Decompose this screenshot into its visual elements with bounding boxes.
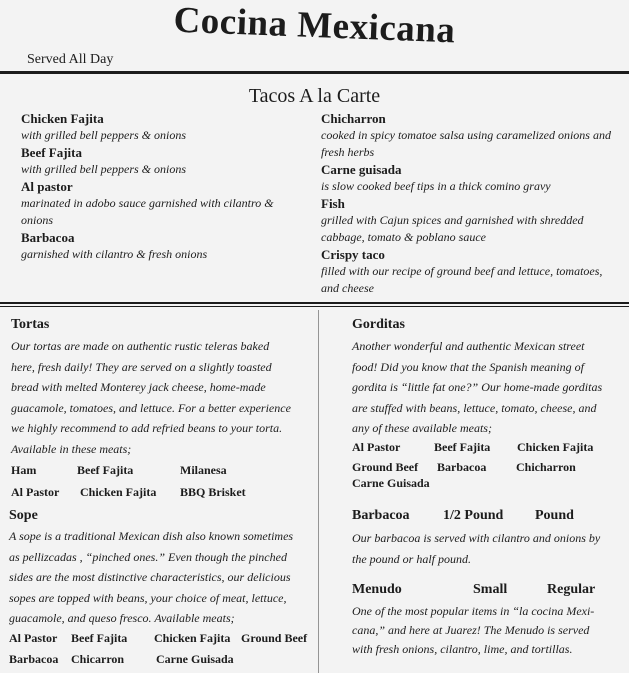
taco-item bbox=[21, 110, 311, 144]
meat-option: Milanesa bbox=[180, 463, 227, 477]
meat-option: Ground Beef bbox=[241, 630, 308, 645]
text-line: One of the most popular items in “la cocina Mexi- bbox=[352, 604, 595, 618]
meat-row bbox=[9, 631, 314, 651]
menudo-section bbox=[352, 582, 622, 659]
text-line: the pound or half pound. bbox=[352, 551, 471, 566]
meat-option: Chicken Fajita bbox=[517, 439, 594, 454]
meat-option: BBQ Brisket bbox=[180, 485, 246, 499]
text-line: with fresh onions, cilantro, lime, and tortillas. bbox=[352, 642, 573, 656]
meat-option: Barbacoa bbox=[9, 651, 59, 666]
meat-row bbox=[352, 476, 622, 492]
meat-option: Barbacoa bbox=[437, 459, 487, 474]
taco-description: with grilled bell peppers & onions bbox=[21, 128, 186, 142]
text-line: guacamole, tomatoes, and lettuce. For a better experience bbox=[11, 400, 291, 415]
sope-heading: Sope bbox=[9, 508, 38, 523]
meat-row bbox=[352, 440, 622, 460]
taco-name: Fish bbox=[321, 196, 345, 211]
sope-section bbox=[9, 508, 314, 672]
taco-description: with grilled bell peppers & onions bbox=[21, 162, 186, 176]
gorditas-section bbox=[352, 317, 622, 492]
text-line: sopes are topped with beans, your choice of meat, lettuce, bbox=[9, 590, 287, 605]
taco-description: grilled with Cajun spices and garnished with shredded bbox=[321, 213, 584, 227]
taco-name: Barbacoa bbox=[21, 230, 75, 245]
meat-option: Al Pastor bbox=[9, 630, 58, 645]
taco-name: Al pastor bbox=[21, 179, 73, 194]
sope-description bbox=[9, 526, 314, 629]
text-line: Available in these meats; bbox=[11, 441, 132, 456]
taco-item bbox=[321, 110, 625, 161]
barbacoa-heading: Barbacoa bbox=[352, 508, 410, 523]
tortas-section bbox=[11, 317, 311, 505]
meat-option: Beef Fajita bbox=[71, 630, 128, 645]
taco-item bbox=[21, 229, 311, 263]
meat-row bbox=[9, 652, 314, 672]
taco-name: Crispy taco bbox=[321, 247, 385, 262]
meat-option: Beef Fajita bbox=[434, 439, 491, 454]
meat-option: Chicken Fajita bbox=[80, 485, 157, 499]
small-label: Small bbox=[473, 582, 508, 597]
taco-description: garnished with cilantro & fresh onions bbox=[21, 247, 208, 261]
text-line: bread with melted Monterey jack cheese, home-made bbox=[11, 380, 266, 394]
text-line: Our barbacoa is served with cilantro and onions by bbox=[352, 531, 601, 545]
barbacoa-section bbox=[352, 508, 622, 569]
menudo-description bbox=[352, 602, 622, 659]
menudo-heading: Menudo bbox=[352, 582, 402, 597]
pound-label: Pound bbox=[535, 508, 574, 523]
taco-item bbox=[321, 246, 625, 297]
meat-row bbox=[11, 485, 311, 505]
menu-title: Cocina Mexicana bbox=[172, 0, 457, 52]
text-line: sides are the most distinctive characteristics, our delicious bbox=[9, 570, 291, 584]
text-line: A sope is a traditional Mexican dish also known sometimes bbox=[9, 529, 294, 543]
meat-option: Ground Beef bbox=[352, 459, 419, 474]
tacos-left-column bbox=[21, 110, 311, 263]
meat-option: Al Pastor bbox=[11, 485, 60, 499]
taco-description: marinated in adobo sauce garnished with cilantro & bbox=[21, 196, 274, 210]
text-line: as pellizcadas , “pinched ones.” Even though the pinched bbox=[9, 549, 287, 564]
meat-option: Carne Guisada bbox=[352, 475, 430, 490]
text-line: Another wonderful and authentic Mexican street bbox=[352, 339, 585, 353]
text-line: any of these available meats; bbox=[352, 421, 492, 435]
tortas-description bbox=[11, 336, 311, 459]
text-line: are stuffed with beans, lettuce, tomato, cheese, and bbox=[352, 400, 597, 415]
text-line: Our tortas are made on authentic rustic teleras baked bbox=[11, 339, 270, 353]
taco-description: and cheese bbox=[321, 281, 374, 295]
tortas-heading: Tortas bbox=[11, 317, 50, 332]
taco-description: cooked in spicy tomatoe salsa using caramelized onions and bbox=[321, 128, 611, 142]
regular-label: Regular bbox=[547, 582, 596, 597]
taco-name: Chicken Fajita bbox=[21, 111, 104, 126]
meat-option: Carne Guisada bbox=[156, 651, 234, 666]
meat-option: Beef Fajita bbox=[77, 463, 134, 477]
half-pound-label: 1/2 Pound bbox=[443, 508, 504, 523]
taco-description: filled with our recipe of ground beef and lettuce, tomatoes, bbox=[321, 264, 603, 278]
barbacoa-description bbox=[352, 528, 622, 569]
taco-item bbox=[321, 161, 625, 195]
meat-option: Ham bbox=[11, 463, 37, 477]
text-line: gordita is “little fat one?” Our home-made gorditas bbox=[352, 380, 603, 394]
meat-option: Chicarron bbox=[71, 651, 125, 666]
text-line: food! Did you know that the Spanish meaning of bbox=[352, 359, 584, 374]
header-divider bbox=[0, 71, 629, 74]
served-all-day-label: Served All Day bbox=[27, 52, 114, 67]
text-line: we highly recommend to add refried beans to your torta. bbox=[11, 421, 283, 435]
menudo-price-header bbox=[352, 582, 622, 602]
barbacoa-price-header bbox=[352, 508, 622, 528]
tacos-heading: Tacos A la Carte bbox=[248, 85, 381, 107]
taco-description: fresh herbs bbox=[321, 145, 375, 159]
taco-item bbox=[321, 195, 625, 246]
taco-description: onions bbox=[21, 213, 54, 227]
taco-name: Beef Fajita bbox=[21, 145, 83, 160]
gorditas-description bbox=[352, 336, 622, 439]
meat-option: Al Pastor bbox=[352, 439, 401, 454]
text-line: cana,” and here at Juarez! The Menudo is served bbox=[352, 623, 590, 637]
text-line: guacamole, and queso fresco. Available meats; bbox=[9, 611, 235, 625]
meat-option: Chicken Fajita bbox=[154, 630, 231, 645]
taco-description: is slow cooked beef tips in a thick comino gravy bbox=[321, 179, 551, 193]
text-line: here, fresh daily! They are served on a slightly toasted bbox=[11, 359, 272, 374]
taco-name: Carne guisada bbox=[321, 162, 402, 177]
meat-option: Chicharron bbox=[516, 459, 576, 474]
gorditas-heading: Gorditas bbox=[352, 317, 405, 332]
section-divider-thin bbox=[0, 306, 629, 307]
section-divider bbox=[0, 302, 629, 304]
column-divider bbox=[318, 310, 319, 673]
taco-description: cabbage, tomato & poblano sauce bbox=[321, 230, 486, 244]
taco-item bbox=[21, 144, 311, 178]
meat-row bbox=[11, 463, 311, 483]
taco-item bbox=[21, 178, 311, 229]
tacos-right-column bbox=[321, 110, 625, 297]
taco-name: Chicharron bbox=[321, 111, 386, 126]
